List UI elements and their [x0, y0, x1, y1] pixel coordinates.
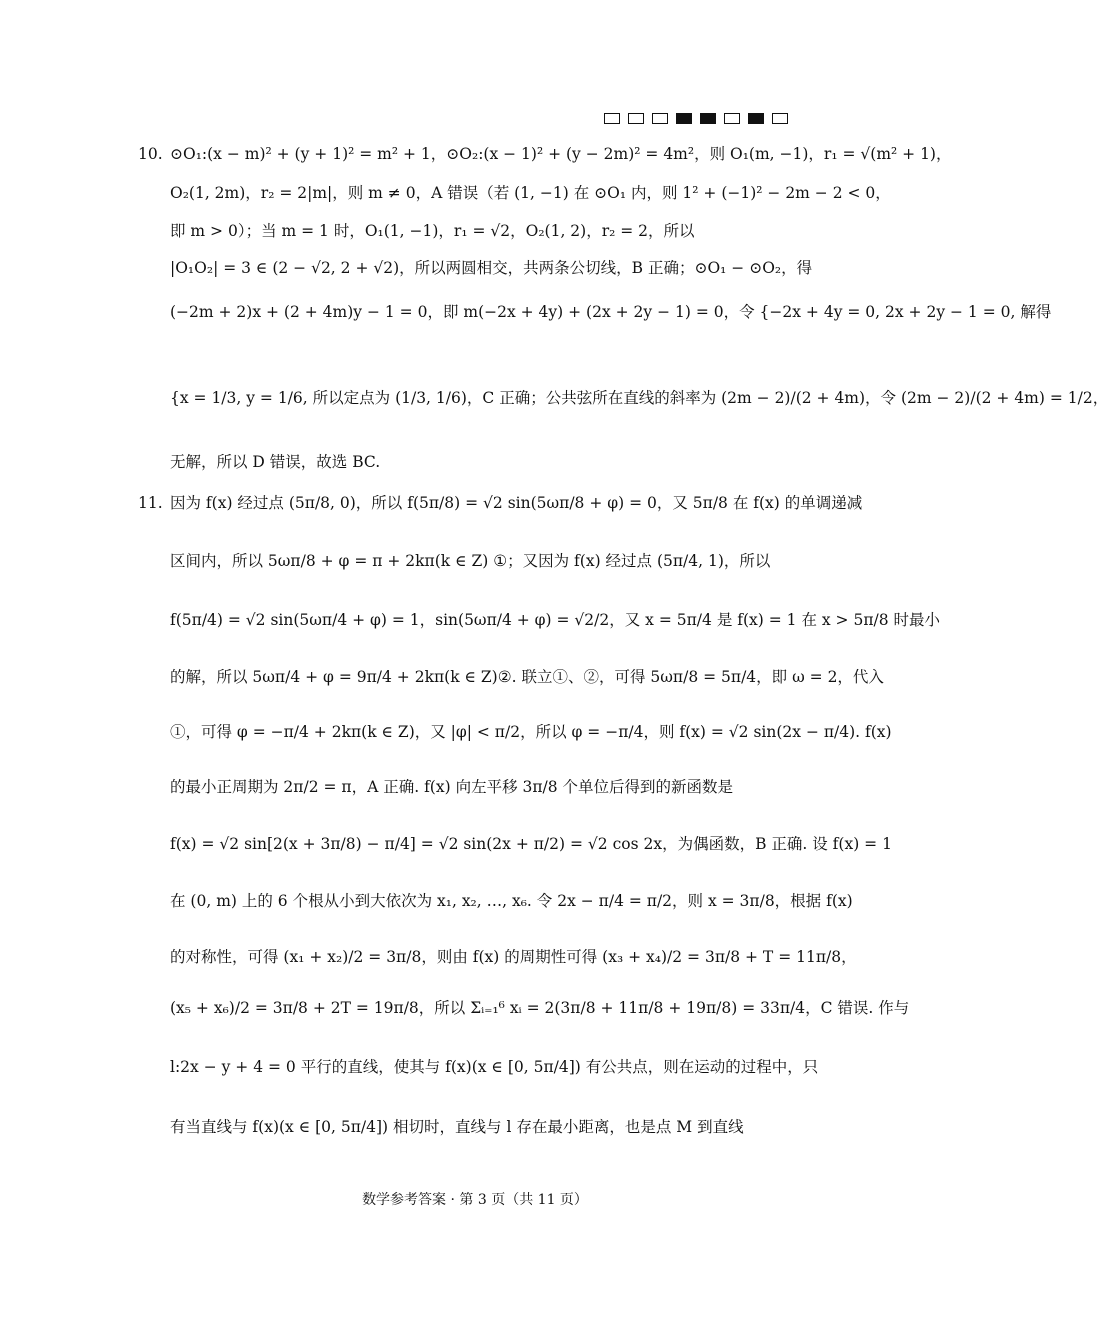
q10-line-5: (−2m + 2)x + (2 + 4m)y − 1 = 0，即 m(−2x + 4y) + (2x + 2y − 1) = 0，令 {−2x + 4y = 0, 2x + 2y − 1 = 0, 解得 [170, 303, 1052, 321]
q11-line-12: 有当直线与 f(x)(x ∈ [0, 5π/4]) 相切时，直线与 l 存在最小距离，也是点 M 到直线 [170, 1118, 744, 1136]
square-mark-filled [748, 113, 764, 124]
q11-line-9: 的对称性，可得 (x₁ + x₂)/2 = 3π/8，则由 f(x) 的周期性可得 (x₃ + x₄)/2 = 3π/8 + T = 11π/8， [170, 948, 857, 966]
q11-line-8: 在 (0, m) 上的 6 个根从小到大依次为 x₁, x₂, …, x₆. 令 2x − π/4 = π/2，则 x = 3π/8，根据 f(x) [170, 892, 853, 910]
square-mark [772, 113, 788, 124]
square-mark [628, 113, 644, 124]
q10-line-6: {x = 1/3, y = 1/6, 所以定点为 (1/3, 1/6)，C 正确；公共弦所在直线的斜率为 (2m − 2)/(2 + 4m)，令 (2m − 2)/(2 + 4m) = 1/2， [170, 389, 1108, 407]
q11-line-10: (x₅ + x₆)/2 = 3π/8 + 2T = 19π/8，所以 Σᵢ₌₁⁶ xᵢ = 2(3π/8 + 11π/8 + 19π/8) = 33π/4，C 错误. 作与 [170, 999, 910, 1017]
q11-line-7: f(x) = √2 sin[2(x + 3π/8) − π/4] = √2 sin(2x + π/2) = √2 cos 2x，为偶函数，B 正确. 设 f(x) = 1 [170, 835, 892, 853]
q10-line-7: 无解，所以 D 错误，故选 BC. [170, 453, 381, 471]
page-footer: 数学参考答案 · 第 3 页（共 11 页） [362, 1192, 588, 1208]
q11-number: 11. [138, 494, 163, 512]
square-mark-filled [676, 113, 692, 124]
q11-line-6: 的最小正周期为 2π/2 = π，A 正确. f(x) 向左平移 3π/8 个单位后得到的新函数是 [170, 778, 734, 796]
q11-line-1: 11. 因为 f(x) 经过点 (5π/8, 0)，所以 f(5π/8) = √2 sin(5ωπ/8 + φ) = 0，又 5π/8 在 f(x) 的单调递减 [138, 494, 863, 512]
q10-line-1: 10. ⊙O₁:(x − m)² + (y + 1)² = m² + 1，⊙O₂:(x − 1)² + (y − 2m)² = 4m²，则 O₁(m, −1)，r₁ = √(m² + 1)， [138, 145, 952, 163]
square-mark [652, 113, 668, 124]
square-mark [604, 113, 620, 124]
q11-line-11: l:2x − y + 4 = 0 平行的直线，使其与 f(x)(x ∈ [0, 5π/4]) 有公共点，则在运动的过程中，只 [170, 1058, 819, 1076]
q11-line-3: f(5π/4) = √2 sin(5ωπ/4 + φ) = 1，sin(5ωπ/4 + φ) = √2/2，又 x = 5π/4 是 f(x) = 1 在 x > 5π/8 时最小 [170, 611, 941, 629]
corner-squares [604, 113, 788, 124]
q11-line-4: 的解，所以 5ωπ/4 + φ = 9π/4 + 2kπ(k ∈ Z)②. 联立①、②，可得 5ωπ/8 = 5π/4，即 ω = 2，代入 [170, 668, 884, 686]
q10-line-2: O₂(1, 2m)，r₂ = 2|m|，则 m ≠ 0，A 错误（若 (1, −1) 在 ⊙O₁ 内，则 1² + (−1)² − 2m − 2 < 0， [170, 184, 891, 202]
q11-line-5: ①，可得 φ = −π/4 + 2kπ(k ∈ Z)，又 |φ| < π/2，所以 φ = −π/4，则 f(x) = √2 sin(2x − π/4). f(x) [170, 723, 892, 741]
q10-line-4: |O₁O₂| = 3 ∈ (2 − √2, 2 + √2)，所以两圆相交，共两条公切线，B 正确；⊙O₁ − ⊙O₂，得 [170, 259, 813, 277]
square-mark [724, 113, 740, 124]
q10-line-3: 即 m > 0）；当 m = 1 时，O₁(1, −1)，r₁ = √2，O₂(1, 2)，r₂ = 2，所以 [170, 222, 695, 240]
q10-number: 10. [138, 145, 163, 163]
square-mark-filled [700, 113, 716, 124]
q11-line-2: 区间内，所以 5ωπ/8 + φ = π + 2kπ(k ∈ Z) ①；又因为 f(x) 经过点 (5π/4, 1)，所以 [170, 552, 771, 570]
